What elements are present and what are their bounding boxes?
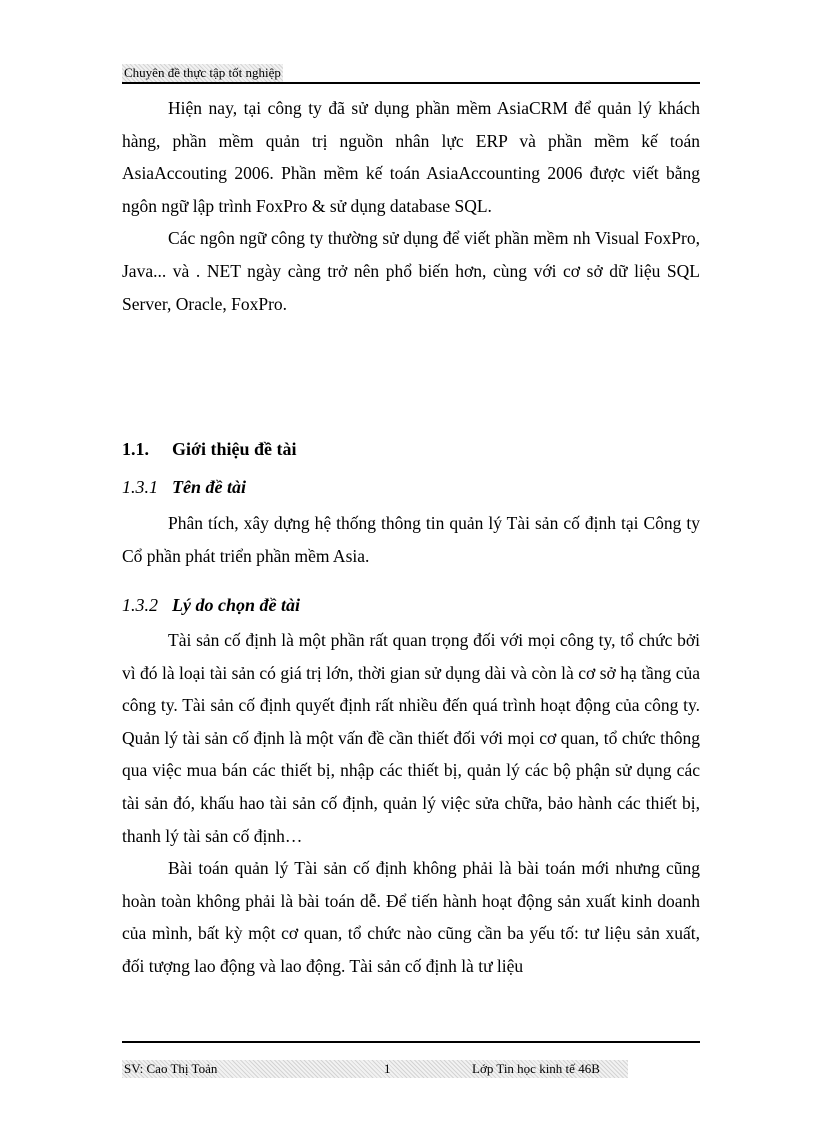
subsection-number-2: 1.3.2 (122, 595, 158, 615)
subsection-title-2: Lý do chọn đề tài (172, 595, 300, 615)
intro-paragraph-1: Hiện nay, tại công ty đã sử dụng phần mềm AsiaCRM để quản lý khách hàng, phần mềm quản trị nguồn nhân lực ERP và phần mềm kế toán AsiaAccouting 2006. Phần mềm kế toán AsiaAccounting 2006 được viết bằng ngôn ngữ lập trình FoxPro & sử dụng database SQL. (122, 98, 700, 216)
subsection-1-body (122, 507, 700, 572)
section-heading (122, 438, 296, 460)
subsection-title-1: Tên đề tài (172, 477, 246, 497)
subsection-2-paragraph-1: Tài sản cố định là một phần rất quan trọng đối với mọi công ty, tổ chức bởi vì đó là loại tài sản có giá trị lớn, thời gian sử dụng dài và còn là cơ sở hạ tầng của công ty. Tài sản cố định quyết định rất nhiều đến quá trình hoạt động của công ty. Quản lý tài sản cố định là một vấn đề cần thiết đối với mọi cơ quan, tổ chức thông qua việc mua bán các thiết bị, nhập các thiết bị, quản lý các bộ phận sử dụng các tài sản đó, khấu hao tài sản cố định, quản lý việc sửa chữa, bảo hành các thiết bị, thanh lý tài sản cố định… (122, 630, 700, 846)
page-header (122, 64, 700, 84)
subsection-1-paragraph: Phân tích, xây dựng hệ thống thông tin quản lý Tài sản cố định tại Công ty Cổ phần phát triển phần mềm Asia. (122, 513, 700, 566)
footer-bar (122, 1060, 628, 1078)
subsection-number-1: 1.3.1 (122, 477, 158, 497)
footer-class: Lớp Tin học kinh tế 46B (472, 1061, 600, 1076)
section-title: Giới thiệu đề tài (172, 439, 297, 459)
subsection-heading-1 (122, 476, 246, 498)
intro-paragraph-2: Các ngôn ngữ công ty thường sử dụng để viết phần mềm nh Visual FoxPro, Java... và . NET ngày càng trở nên phổ biến hơn, cùng với cơ sở dữ liệu SQL Server, Oracle, FoxPro. (122, 228, 700, 314)
section-number: 1.1. (122, 439, 149, 459)
footer-page-number: 1 (384, 1061, 391, 1076)
subsection-2-body (122, 624, 700, 983)
intro-block (122, 92, 700, 320)
subsection-heading-2 (122, 594, 300, 616)
subsection-2-paragraph-2: Bài toán quản lý Tài sản cố định không phải là bài toán mới nhưng cũng hoàn toàn không phải là bài toán dễ. Để tiến hành hoạt động sản xuất kinh doanh của mình, bất kỳ một cơ quan, tổ chức nào cũng cần ba yếu tố: tư liệu sản xuất, đối tượng lao động và lao động. Tài sản cố định là tư liệu (122, 858, 700, 976)
page-footer (122, 1041, 700, 1076)
footer-student: SV: Cao Thị Toản (124, 1061, 218, 1076)
header-title: Chuyên đề thực tập tốt nghiệp (124, 65, 281, 80)
